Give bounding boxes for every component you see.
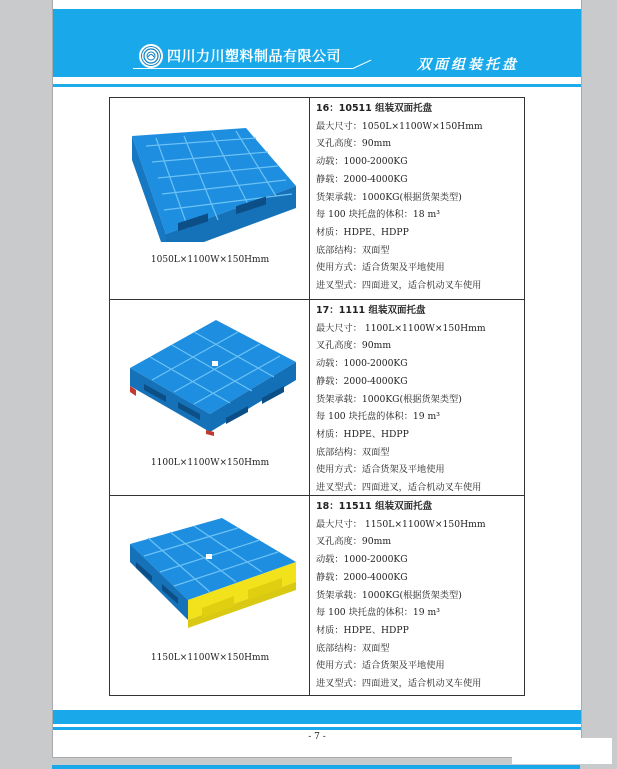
product-image-cell bbox=[110, 300, 310, 495]
next-page-edge bbox=[52, 765, 580, 769]
spec-cell bbox=[311, 496, 524, 695]
spec-line: 进叉型式：四面进叉，适合机动叉车使用 bbox=[316, 280, 482, 292]
spec-line: 每 100 块托盘的体积：19 m³ bbox=[316, 411, 440, 423]
spec-line: 使用方式：适合货架及平地使用 bbox=[316, 262, 445, 274]
product-table bbox=[109, 97, 525, 696]
spec-line: 底部结构：双面型 bbox=[316, 244, 390, 256]
spec-line: 最大尺寸：1050L×1100W×150Hmm bbox=[316, 120, 483, 132]
spec-line: 静载：2000-4000KG bbox=[316, 375, 408, 387]
product-row bbox=[110, 496, 524, 695]
spec-line: 材质：HDPE、HDPP bbox=[316, 624, 409, 636]
spec-line: 动载：1000-2000KG bbox=[316, 358, 408, 370]
spec-line: 材质：HDPE、HDPP bbox=[316, 428, 409, 440]
spec-line: 每 100 块托盘的体积：18 m³ bbox=[316, 209, 440, 221]
company-name: 四川力川塑料制品有限公司 bbox=[167, 49, 341, 65]
spec-line: 最大尺寸： 1150L×1100W×150Hmm bbox=[316, 518, 486, 530]
product-title: 17：1111 组装双面托盘 bbox=[316, 305, 426, 316]
product-title: 16：10511 组装双面托盘 bbox=[316, 103, 433, 114]
spec-line: 叉孔高度：90mm bbox=[316, 340, 392, 352]
spec-line: 静载：2000-4000KG bbox=[316, 571, 408, 583]
dimension-caption: 1050L×1100W×150Hmm bbox=[150, 255, 270, 265]
spec-line: 材质：HDPE、HDPP bbox=[316, 226, 409, 238]
spec-line: 静载：2000-4000KG bbox=[316, 173, 408, 185]
dimension-caption: 1150L×1100W×150Hmm bbox=[150, 653, 270, 663]
footer-thin-line bbox=[53, 727, 581, 730]
product-title: 18：11511 组装双面托盘 bbox=[316, 501, 433, 512]
spec-line: 底部结构：双面型 bbox=[316, 642, 390, 654]
pallet-image-3 bbox=[126, 510, 298, 636]
dimension-caption: 1100L×1100W×150Hmm bbox=[150, 458, 270, 468]
spec-line: 使用方式：适合货架及平地使用 bbox=[316, 464, 445, 476]
corner-blank bbox=[512, 738, 612, 764]
spec-line: 进叉型式：四面进叉，适合机动叉车使用 bbox=[316, 482, 482, 494]
catalog-page bbox=[52, 0, 582, 758]
spec-line: 底部结构：双面型 bbox=[316, 446, 390, 458]
spec-line: 进叉型式：四面进叉，适合机动叉车使用 bbox=[316, 678, 482, 690]
spec-cell bbox=[311, 300, 524, 495]
header-underline bbox=[133, 68, 353, 69]
spec-line: 货架承载：1000KG(根据货架类型) bbox=[316, 393, 462, 405]
spec-cell bbox=[311, 98, 524, 299]
header-thin-line bbox=[53, 84, 581, 87]
header-top-margin bbox=[53, 0, 581, 8]
footer-band bbox=[53, 710, 581, 724]
company-logo-icon bbox=[139, 44, 163, 68]
pallet-image-1 bbox=[126, 116, 298, 242]
spec-line: 动载：1000-2000KG bbox=[316, 554, 408, 566]
pallet-image-2 bbox=[126, 314, 298, 440]
product-row bbox=[110, 98, 524, 300]
spec-line: 每 100 块托盘的体积：19 m³ bbox=[316, 607, 440, 619]
spec-list bbox=[316, 302, 526, 497]
page-number: - 7 - bbox=[308, 732, 326, 742]
spec-line: 使用方式：适合货架及平地使用 bbox=[316, 660, 445, 672]
spec-line: 最大尺寸： 1100L×1100W×150Hmm bbox=[316, 322, 486, 334]
spec-line: 货架承载：1000KG(根据货架类型) bbox=[316, 191, 462, 203]
product-image-cell bbox=[110, 98, 310, 299]
spec-list bbox=[316, 100, 526, 295]
spec-line: 货架承载：1000KG(根据货架类型) bbox=[316, 589, 462, 601]
product-category-title: 双面组装托盘 bbox=[417, 57, 519, 73]
spec-list bbox=[316, 498, 526, 693]
product-row bbox=[110, 300, 524, 496]
spec-line: 动载：1000-2000KG bbox=[316, 156, 408, 168]
product-image-cell bbox=[110, 496, 310, 695]
spec-line: 叉孔高度：90mm bbox=[316, 536, 392, 548]
spec-line: 叉孔高度：90mm bbox=[316, 138, 392, 150]
